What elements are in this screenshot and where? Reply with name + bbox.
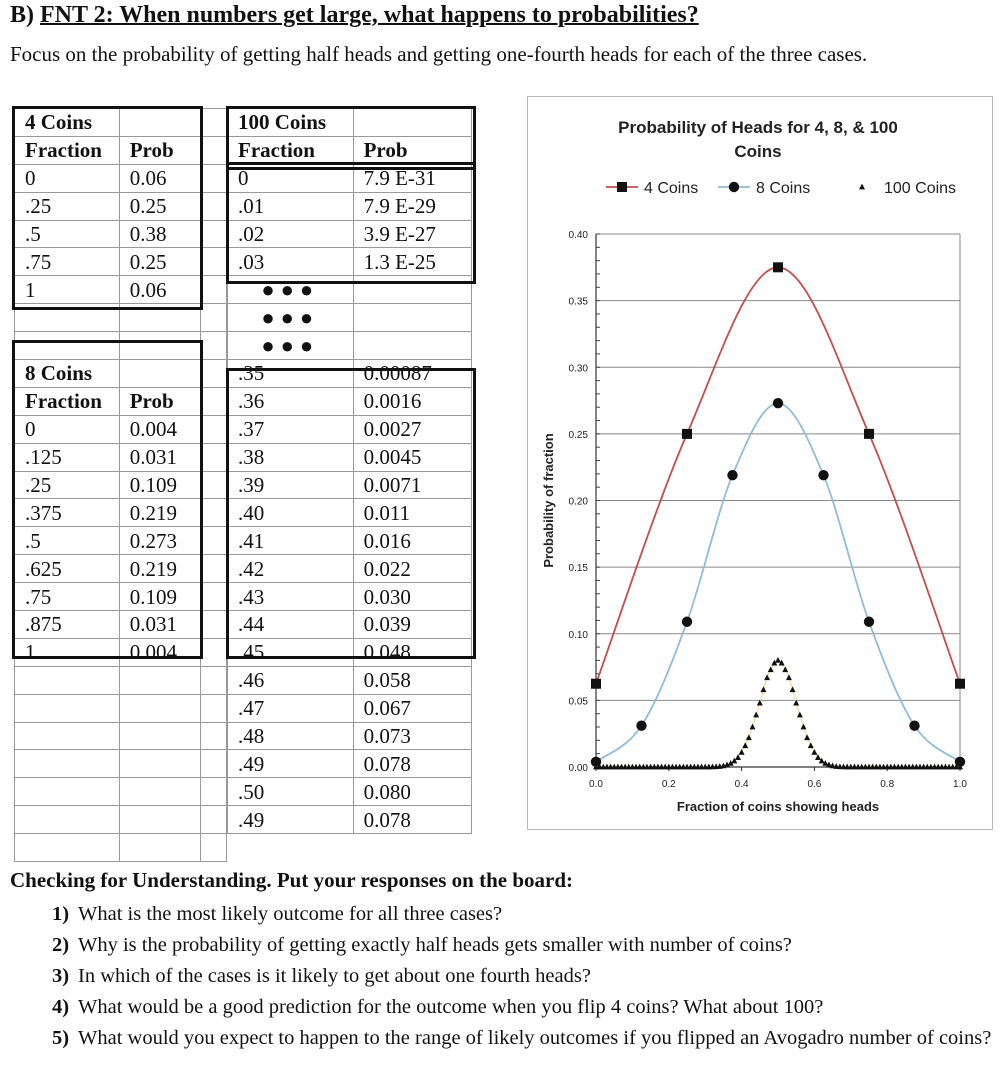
- fraction-cell: .02: [228, 220, 354, 248]
- table-row: [228, 220, 472, 248]
- chart-title: Coins: [734, 142, 782, 161]
- table-row: [228, 136, 472, 164]
- data-point: [746, 734, 752, 740]
- prob-cell: 0.0071: [353, 471, 471, 499]
- data-point: [808, 742, 814, 748]
- prob-cell: 0.06: [119, 276, 201, 304]
- section-title: FNT 2: When numbers get large, what happens to probabilities?: [40, 2, 699, 28]
- question-2: 2) Why is the probability of getting exactly half heads gets smaller with number of coins?: [52, 934, 792, 956]
- table-row: [15, 387, 227, 415]
- y-tick-label: 0.00: [568, 763, 588, 774]
- section-heading: [10, 2, 699, 29]
- prob-cell: 0.219: [119, 499, 201, 527]
- table-row: [15, 276, 227, 304]
- legend-marker: [617, 182, 627, 192]
- prob-cell: 0.011: [353, 499, 471, 527]
- fraction-cell: .50: [228, 778, 354, 806]
- table-row: [228, 164, 472, 192]
- prob-cell: 0.080: [353, 778, 471, 806]
- data-point: [591, 679, 601, 689]
- prob-cell: 0.030: [353, 583, 471, 611]
- data-point: [773, 262, 783, 272]
- legend-marker: [729, 182, 739, 192]
- table-row: [228, 304, 472, 332]
- fraction-cell: .48: [228, 722, 354, 750]
- prob-cell: 0.219: [119, 555, 201, 583]
- table-row: [15, 220, 227, 248]
- x-tick-label: 1.0: [953, 779, 967, 790]
- y-tick-label: 0.40: [568, 230, 588, 241]
- chart-title: Probability of Heads for 4, 8, & 100: [618, 118, 898, 137]
- coin-table-100: [227, 108, 472, 834]
- data-point: [727, 470, 737, 480]
- table-row: [15, 583, 227, 611]
- fraction-cell: 1: [15, 276, 120, 304]
- legend-label: 4 Coins: [644, 180, 699, 197]
- column-header: Prob: [119, 387, 201, 415]
- table-row: [228, 192, 472, 220]
- fraction-cell: .36: [228, 387, 354, 415]
- table-row: [15, 555, 227, 583]
- prob-cell: 0.073: [353, 722, 471, 750]
- fraction-cell: .625: [15, 555, 120, 583]
- x-axis-label: Fraction of coins showing heads: [676, 799, 880, 814]
- prob-cell: 0.031: [119, 443, 201, 471]
- prob-cell: 0.0016: [353, 387, 471, 415]
- prob-cell: 0.016: [353, 527, 471, 555]
- fraction-cell: .49: [228, 806, 354, 834]
- prob-cell: 0.004: [119, 638, 201, 666]
- table-row: [15, 164, 227, 192]
- table-row: [15, 471, 227, 499]
- prob-cell: 0.25: [119, 248, 201, 276]
- data-point: [636, 720, 646, 730]
- x-tick-label: 0.6: [807, 779, 822, 790]
- y-tick-label: 0.05: [568, 696, 588, 708]
- y-tick-label: 0.30: [568, 363, 588, 375]
- chart-svg: [528, 97, 992, 829]
- table-row: [15, 443, 227, 471]
- series-line: [596, 660, 960, 767]
- legend-label: 100 Coins: [884, 180, 957, 197]
- data-point: [682, 617, 692, 627]
- fraction-cell: .37: [228, 415, 354, 443]
- table-row: [228, 583, 472, 611]
- prob-cell: 0.039: [353, 611, 471, 639]
- fraction-cell: .75: [15, 583, 120, 611]
- fraction-cell: .125: [15, 443, 120, 471]
- data-point: [782, 666, 788, 672]
- instructions: Focus on the probability of getting half heads and getting one-fourth heads for each of the three cases.: [10, 42, 868, 66]
- table-row: [228, 722, 472, 750]
- coin-table-small: [14, 108, 227, 862]
- fraction-cell: 1: [15, 638, 120, 666]
- prob-cell: 3.9 E-27: [353, 220, 471, 248]
- table-row: [15, 304, 227, 332]
- prob-cell: 0.0045: [353, 443, 471, 471]
- table-row: [15, 638, 227, 666]
- data-point: [864, 429, 874, 439]
- column-header: Prob: [353, 136, 471, 164]
- column-header: Fraction: [228, 136, 354, 164]
- data-point: [773, 398, 783, 408]
- prob-cell: 0.109: [119, 471, 201, 499]
- data-point: [786, 674, 792, 680]
- table-row: [228, 806, 472, 834]
- x-tick-label: 0.8: [880, 779, 895, 790]
- table-row: [228, 638, 472, 666]
- prob-cell: 0.38: [119, 220, 201, 248]
- data-point: [760, 686, 766, 692]
- data-point: [804, 734, 810, 740]
- ellipsis-dots: ●●●: [228, 276, 354, 304]
- fraction-cell: .44: [228, 611, 354, 639]
- series-line: [596, 267, 960, 683]
- data-point: [682, 429, 692, 439]
- fraction-cell: .38: [228, 443, 354, 471]
- prob-cell: 0.0027: [353, 415, 471, 443]
- prob-cell: 0.00087: [353, 360, 471, 388]
- legend-label: 8 Coins: [756, 180, 811, 197]
- fraction-cell: .45: [228, 638, 354, 666]
- section-prefix: B): [10, 2, 40, 28]
- data-point: [864, 617, 874, 627]
- fraction-cell: .42: [228, 555, 354, 583]
- data-point: [768, 666, 774, 672]
- table-row: [228, 387, 472, 415]
- fraction-cell: .5: [15, 527, 120, 555]
- fraction-cell: .43: [228, 583, 354, 611]
- table-row: [15, 527, 227, 555]
- prob-cell: 0.067: [353, 694, 471, 722]
- data-point: [797, 712, 803, 718]
- x-tick-label: 0.4: [734, 779, 749, 790]
- prob-cell: 0.25: [119, 192, 201, 220]
- data-point: [818, 470, 828, 480]
- fraction-cell: .46: [228, 666, 354, 694]
- fraction-cell: .875: [15, 611, 120, 639]
- data-point: [742, 742, 748, 748]
- data-point: [753, 712, 759, 718]
- prob-cell: 0.004: [119, 415, 201, 443]
- table-row: [228, 415, 472, 443]
- prob-cell: 1.3 E-25: [353, 248, 471, 276]
- prob-cell: 0.078: [353, 750, 471, 778]
- fraction-cell: 0: [15, 164, 120, 192]
- table-row: [15, 722, 227, 750]
- y-tick-label: 0.20: [568, 496, 588, 508]
- data-point: [800, 724, 806, 730]
- prob-cell: 0.058: [353, 666, 471, 694]
- table-row: [15, 834, 227, 862]
- question-1: 1) What is the most likely outcome for all three cases?: [52, 903, 503, 925]
- table-row: [228, 666, 472, 694]
- data-point: [909, 720, 919, 730]
- table-row: [15, 666, 227, 694]
- prob-cell: 7.9 E-29: [353, 192, 471, 220]
- data-point: [750, 724, 756, 730]
- prob-cell: 0.109: [119, 583, 201, 611]
- cfu-title: Checking for Understanding. Put your responses on the board:: [10, 868, 573, 892]
- question-4: 4) What would be a good prediction for the outcome when you flip 4 coins? What about 100?: [52, 996, 824, 1018]
- table-row: [228, 332, 472, 360]
- column-header: Fraction: [15, 387, 120, 415]
- table-row: [228, 109, 472, 137]
- table-row: [228, 471, 472, 499]
- table-row: [15, 499, 227, 527]
- data-point: [764, 674, 770, 680]
- fraction-cell: .5: [15, 220, 120, 248]
- prob-cell: 0.022: [353, 555, 471, 583]
- table-row: [15, 611, 227, 639]
- fraction-cell: .41: [228, 527, 354, 555]
- fraction-cell: .39: [228, 471, 354, 499]
- question-list: [52, 902, 992, 1057]
- fraction-cell: .35: [228, 360, 354, 388]
- table-row: [228, 694, 472, 722]
- y-tick-label: 0.15: [568, 563, 588, 575]
- table-row: [228, 750, 472, 778]
- fraction-cell: .40: [228, 499, 354, 527]
- data-point: [775, 657, 781, 663]
- table-row: [228, 360, 472, 388]
- x-tick-label: 0.2: [661, 779, 676, 790]
- column-header: Prob: [119, 136, 201, 164]
- prob-cell: 0.048: [353, 638, 471, 666]
- ellipsis-dots: ●●●: [228, 332, 354, 360]
- fraction-cell: .25: [15, 471, 120, 499]
- prob-cell: 7.9 E-31: [353, 164, 471, 192]
- x-tick-label: 0.0: [589, 779, 603, 790]
- table-row: [228, 248, 472, 276]
- table-title: 4 Coins: [15, 109, 120, 137]
- table-row: [15, 415, 227, 443]
- fraction-cell: .01: [228, 192, 354, 220]
- table-row: [15, 778, 227, 806]
- series-line: [596, 403, 960, 762]
- table-row: [15, 360, 227, 388]
- table-row: [228, 778, 472, 806]
- y-tick-label: 0.35: [568, 296, 588, 308]
- question-5: 5) What would you expect to happen to the range of likely outcomes if you flipped an Avogadro number of coins?: [52, 1027, 992, 1049]
- fraction-cell: 0: [228, 164, 354, 192]
- prob-cell: 0.078: [353, 806, 471, 834]
- column-header: Fraction: [15, 136, 120, 164]
- table-row: [15, 192, 227, 220]
- fraction-cell: .47: [228, 694, 354, 722]
- table-title: 8 Coins: [15, 360, 120, 388]
- question-3: 3) In which of the cases is it likely to get about one fourth heads?: [52, 965, 591, 987]
- fraction-cell: .03: [228, 248, 354, 276]
- fraction-cell: .75: [15, 248, 120, 276]
- y-tick-label: 0.25: [568, 429, 588, 441]
- table-row: [15, 248, 227, 276]
- prob-cell: 0.273: [119, 527, 201, 555]
- table-row: [15, 136, 227, 164]
- table-row: [228, 555, 472, 583]
- fraction-cell: 0: [15, 415, 120, 443]
- data-point: [955, 679, 965, 689]
- table-title: 100 Coins: [228, 109, 354, 137]
- legend-marker: [859, 184, 865, 190]
- table-row: [228, 499, 472, 527]
- fraction-cell: .375: [15, 499, 120, 527]
- y-axis-label: Probability of fraction: [541, 433, 556, 568]
- table-row: [15, 806, 227, 834]
- table-row: [228, 443, 472, 471]
- table-row: [228, 276, 472, 304]
- ellipsis-dots: ●●●: [228, 304, 354, 332]
- prob-cell: 0.06: [119, 164, 201, 192]
- fraction-cell: .25: [15, 192, 120, 220]
- fraction-cell: .49: [228, 750, 354, 778]
- data-point: [790, 686, 796, 692]
- prob-cell: 0.031: [119, 611, 201, 639]
- probability-chart: [527, 96, 993, 830]
- y-tick-label: 0.10: [568, 629, 588, 641]
- table-row: [15, 332, 227, 360]
- table-row: [228, 527, 472, 555]
- table-row: [228, 611, 472, 639]
- table-row: [15, 750, 227, 778]
- table-row: [15, 694, 227, 722]
- table-row: [15, 109, 227, 137]
